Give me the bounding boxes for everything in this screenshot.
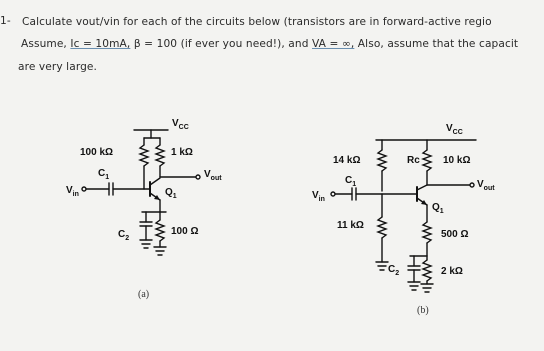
vin-label-b: $V_{in}$ — [312, 190, 325, 203]
r-emitter-label-a: 100 Ω — [171, 226, 199, 237]
r-top-label-b: 14 kΩ — [333, 155, 361, 166]
r-collector-label-a: 1 kΩ — [171, 147, 193, 158]
resistor-14k-b — [378, 150, 386, 171]
c2-label-b: $C_2$ — [388, 264, 400, 277]
resistor-11k-b — [378, 217, 386, 238]
vin-label-a: $V_{in}$ — [66, 185, 79, 198]
r-emitter1-label-b: 500 Ω — [441, 229, 469, 240]
r-bottom-label-b: 11 kΩ — [337, 220, 364, 231]
r-bias-label-a: 100 kΩ — [80, 147, 114, 158]
resistor-2k-b — [423, 260, 431, 281]
resistor-1k-a — [156, 145, 164, 166]
line-2-mid: β = 100 (if ever you need!), and — [130, 38, 313, 50]
vcc-label-b: $V_{CC}$ — [446, 123, 463, 136]
caption-b: (b) — [417, 305, 429, 316]
rc-label-b: Rc — [407, 155, 420, 166]
line-2-prefix: Assume, — [21, 38, 71, 50]
vout-label-a: $V_{out}$ — [204, 169, 222, 182]
ic-condition: Ic = 10mA, — [70, 38, 131, 50]
problem-line-1: Calculate vout/vin for each of the circuits below (transistors are in forward-active regio — [22, 16, 492, 28]
resistor-100-a — [156, 220, 164, 241]
c1-label-a: $C_1$ — [98, 168, 110, 181]
labels-b — [312, 123, 495, 316]
line-2-suffix: Also, assume that the capacit — [354, 38, 519, 50]
r-collector-label-b: 10 kΩ — [443, 155, 471, 166]
c2-label-a: $C_2$ — [118, 229, 130, 242]
c1-label-b: $C_1$ — [345, 175, 357, 188]
problem-line-3: are very large. — [18, 61, 97, 73]
resistor-100k-a — [140, 145, 148, 166]
resistor-500-b — [423, 222, 431, 243]
vcc-label-a: $V_{CC}$ — [172, 118, 189, 131]
r-emitter2-label-b: 2 kΩ — [441, 266, 463, 277]
q1-label-b: $Q_1$ — [432, 202, 444, 215]
vout-label-b: $V_{out}$ — [477, 179, 495, 192]
q1-label-a: $Q_1$ — [165, 187, 177, 200]
caption-a: (a) — [138, 289, 150, 300]
problem-number: 1- — [0, 15, 11, 27]
va-condition: VA = ∞, — [312, 38, 355, 50]
resistor-rc-10k-b — [423, 150, 431, 171]
